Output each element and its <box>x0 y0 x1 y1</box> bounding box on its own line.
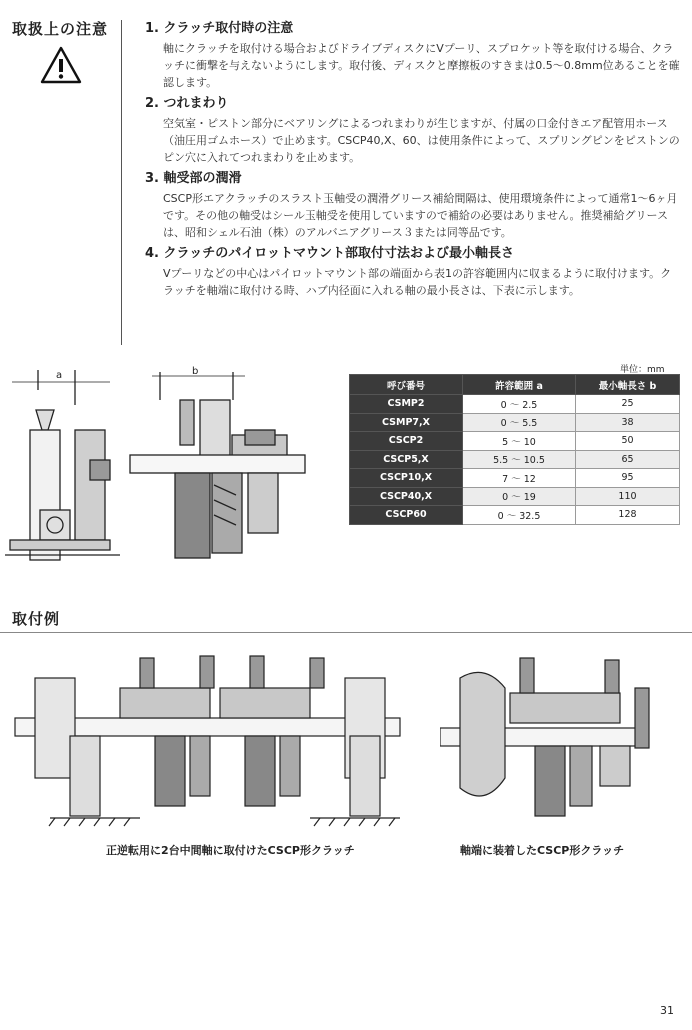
table-row <box>350 395 680 414</box>
model-cell: CSCP40,X <box>350 487 463 506</box>
table-header-row <box>350 375 680 395</box>
range-cell: 5.5 ～ 10.5 <box>463 450 576 469</box>
length-cell: 95 <box>576 469 680 488</box>
range-cell: 0 ～ 2.5 <box>463 395 576 414</box>
shaft-end-clutch-drawing <box>440 648 680 828</box>
table-row <box>350 469 680 488</box>
note-3 <box>145 170 680 241</box>
dual-clutch-intermediate-shaft-drawing <box>10 648 410 828</box>
column-header: 許容範囲 a <box>463 375 576 395</box>
model-cell: CSCP5,X <box>350 450 463 469</box>
note-heading: 2. つれまわり <box>145 96 229 111</box>
table-row <box>350 487 680 506</box>
model-cell: CSCP2 <box>350 432 463 451</box>
length-cell: 25 <box>576 395 680 414</box>
range-cell: 0 ～ 5.5 <box>463 413 576 432</box>
model-cell: CSMP7,X <box>350 413 463 432</box>
table-row <box>350 413 680 432</box>
note-body: Vプーリなどの中心はパイロットマウント部の端面から表1の許容範囲内に収まるように取付けます。クラッチを軸端に取付ける時、ハブ内径面に入れる軸の最小長さは、下表に示します。 <box>163 267 672 297</box>
note-heading: 1. クラッチ取付時の注意 <box>145 21 294 36</box>
section-title-installation-examples: 取付例 <box>12 610 61 628</box>
note-body: CSCP形エアクラッチのスラスト玉軸受の潤滑グリース補給間隔は、使用環境条件によって通常1～6ヶ月です。その他の軸受はシール玉軸受を使用していますので補給の必要はありません。推奨補給グリースは、昭和シェル石油（株）のアルバニアグリース３または同等品です。 <box>163 192 678 239</box>
page-number: 31 <box>660 1004 674 1017</box>
mounting-dimension-drawing <box>0 360 340 570</box>
range-cell: 5 ～ 10 <box>463 432 576 451</box>
range-cell: 0 ～ 32.5 <box>463 506 576 525</box>
table-row <box>350 450 680 469</box>
spec-table <box>349 374 680 525</box>
table-row <box>350 506 680 525</box>
divider-line <box>121 20 122 345</box>
length-cell: 50 <box>576 432 680 451</box>
length-cell: 65 <box>576 450 680 469</box>
note-heading: 3. 軸受部の潤滑 <box>145 171 242 186</box>
note-heading: 4. クラッチのパイロットマウント部取付寸法および最小軸長さ <box>145 246 514 261</box>
note-2 <box>145 95 680 166</box>
model-cell: CSCP60 <box>350 506 463 525</box>
length-cell: 38 <box>576 413 680 432</box>
caption-left: 正逆転用に2台中間軸に取付けたCSCP形クラッチ <box>106 844 355 857</box>
model-cell: CSCP10,X <box>350 469 463 488</box>
caption-right: 軸端に装着したCSCP形クラッチ <box>460 844 625 857</box>
dimension-label-b: b <box>192 366 199 377</box>
note-body: 空気室・ピストン部分にベアリングによるつれまわりが生じますが、付属の口金付きエア配管用ホース（油圧用ゴムホース）で止めます。CSCP40,X、60、は使用条件によって、スプリングピンをピストンのピン穴に入れてつれまわりを止めます。 <box>163 117 680 164</box>
note-body: 軸にクラッチを取付ける場合およびドライブディスクにVプーリ、スプロケット等を取付ける場合、クラッチに衝撃を与えないようにします。取付後、ディスクと摩擦板のすきまは0.5～0.8mm位あることを確認します。 <box>163 42 680 89</box>
column-header: 呼び番号 <box>350 375 463 395</box>
range-cell: 0 ～ 19 <box>463 487 576 506</box>
length-cell: 110 <box>576 487 680 506</box>
range-cell: 7 ～ 12 <box>463 469 576 488</box>
notes-section <box>145 20 680 303</box>
table-row <box>350 432 680 451</box>
table-unit: 単位：mm <box>620 365 665 375</box>
column-header: 最小軸長さ b <box>576 375 680 395</box>
note-1 <box>145 20 680 91</box>
length-cell: 128 <box>576 506 680 525</box>
note-4 <box>145 245 680 299</box>
warning-triangle-icon <box>40 46 82 84</box>
model-cell: CSMP2 <box>350 395 463 414</box>
dimension-label-a: a <box>56 370 63 381</box>
side-title: 取扱上の注意 <box>12 20 109 38</box>
section-divider <box>0 632 692 633</box>
